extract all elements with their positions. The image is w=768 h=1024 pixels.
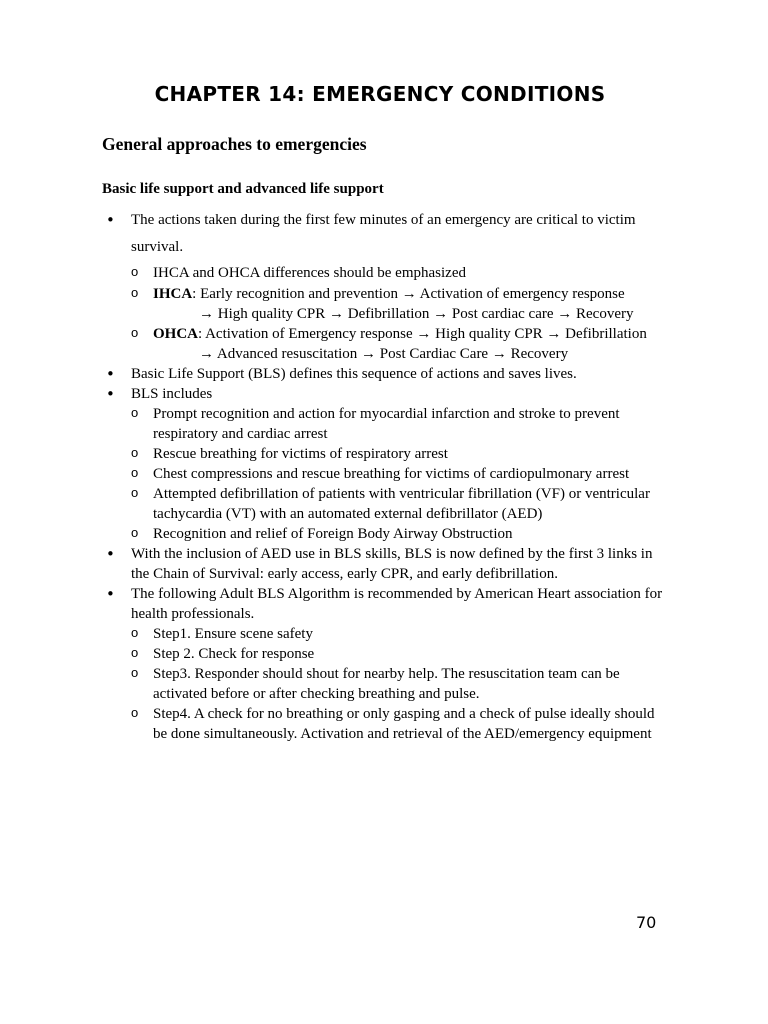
bullet-icon: • bbox=[106, 211, 115, 229]
sub-list-item bbox=[102, 644, 672, 664]
sub-bullet-icon: o bbox=[131, 405, 139, 420]
bullet-icon: • bbox=[106, 365, 115, 383]
sub-list-item-text: Recognition and relief of Foreign Body Airway Obstruction bbox=[153, 526, 513, 542]
sub-list-item-text: Step3. Responder should shout for nearby help. The resuscitation team can be activated before or after checking breathing and pulse. bbox=[153, 666, 620, 702]
sub-bullet-icon: o bbox=[131, 264, 139, 279]
sub-list-item bbox=[102, 524, 672, 544]
sub-bullet-icon: o bbox=[131, 465, 139, 480]
term-ohca: OHCA bbox=[153, 326, 198, 342]
sub-list-item-text: Prompt recognition and action for myocardial infarction and stroke to prevent respiratory and cardiac arrest bbox=[153, 406, 620, 442]
ohca-chain-line-2: → Advanced resuscitation → Post Cardiac Care → Recovery bbox=[199, 346, 569, 362]
list-item bbox=[102, 207, 672, 261]
sub-bullet-icon: o bbox=[131, 705, 139, 720]
sub-list-item-text: Rescue breathing for victims of respiratory arrest bbox=[153, 446, 448, 462]
list-item bbox=[102, 584, 672, 624]
section-heading: General approaches to emergencies bbox=[102, 134, 367, 154]
sub-list-item bbox=[102, 263, 672, 283]
sub-list-item-text: Attempted defibrillation of patients with ventricular fibrillation (VF) or ventricular tachycardia (VT) with an automated external defibrillator (AED) bbox=[153, 486, 650, 522]
sub-bullet-icon: o bbox=[131, 485, 139, 500]
sub-list-item bbox=[102, 484, 672, 524]
sub-list-item-text: Chest compressions and rescue breathing for victims of cardiopulmonary arrest bbox=[153, 466, 630, 482]
sub-bullet-icon: o bbox=[131, 285, 139, 300]
list-item-text: Basic Life Support (BLS) defines this sequence of actions and saves lives. bbox=[131, 366, 577, 382]
bullet-icon: • bbox=[106, 545, 115, 563]
subsection-heading: Basic life support and advanced life support bbox=[102, 181, 384, 197]
sub-list-item-text: Step4. A check for no breathing or only gasping and a check of pulse ideally should be done simultaneously. Activation and retrieval of the AED/emergency equipment bbox=[153, 706, 655, 742]
chapter-title: CHAPTER 14: EMERGENCY CONDITIONS bbox=[154, 82, 606, 106]
ihca-chain-line-2: → High quality CPR → Defibrillation → Post cardiac care → Recovery bbox=[199, 306, 634, 322]
sub-bullet-icon: o bbox=[131, 645, 139, 660]
sub-list-item-text: Step 2. Check for response bbox=[153, 646, 315, 662]
sub-list-item bbox=[102, 324, 672, 364]
sub-bullet-icon: o bbox=[131, 525, 139, 540]
ohca-chain-line-1: : Activation of Emergency response → High quality CPR → Defibrillation bbox=[198, 326, 647, 342]
term-ihca: IHCA bbox=[153, 286, 193, 302]
sub-list-item bbox=[102, 284, 672, 324]
list-item-text: The following Adult BLS Algorithm is recommended by American Heart association for health professionals. bbox=[131, 586, 663, 622]
list-item-text: The actions taken during the first few minutes of an emergency are critical to victim survival. bbox=[131, 212, 636, 255]
list-item-text: BLS includes bbox=[131, 386, 213, 402]
bullet-list bbox=[102, 207, 672, 744]
list-item-text: With the inclusion of AED use in BLS skills, BLS is now defined by the first 3 links in the Chain of Survival: early access, early CPR, and early defibrillation. bbox=[131, 546, 653, 582]
sub-bullet-icon: o bbox=[131, 325, 139, 340]
list-item bbox=[102, 544, 672, 584]
page-number: 70 bbox=[636, 913, 657, 932]
bullet-icon: • bbox=[106, 385, 115, 403]
sub-list-item-text: IHCA and OHCA differences should be emphasized bbox=[153, 265, 466, 281]
sub-list-item-text: Step1. Ensure scene safety bbox=[153, 626, 313, 642]
sub-list-item bbox=[102, 704, 672, 744]
sub-bullet-icon: o bbox=[131, 445, 139, 460]
ihca-chain-line-1: : Early recognition and prevention → Activation of emergency response bbox=[192, 286, 625, 302]
list-item bbox=[102, 364, 672, 384]
sub-list-item bbox=[102, 464, 672, 484]
list-item bbox=[102, 384, 672, 404]
sub-list-item bbox=[102, 664, 672, 704]
sub-list-item bbox=[102, 404, 672, 444]
bullet-icon: • bbox=[106, 585, 115, 603]
sub-list-item bbox=[102, 444, 672, 464]
sub-bullet-icon: o bbox=[131, 625, 139, 640]
sub-list-item bbox=[102, 624, 672, 644]
sub-bullet-icon: o bbox=[131, 665, 139, 680]
